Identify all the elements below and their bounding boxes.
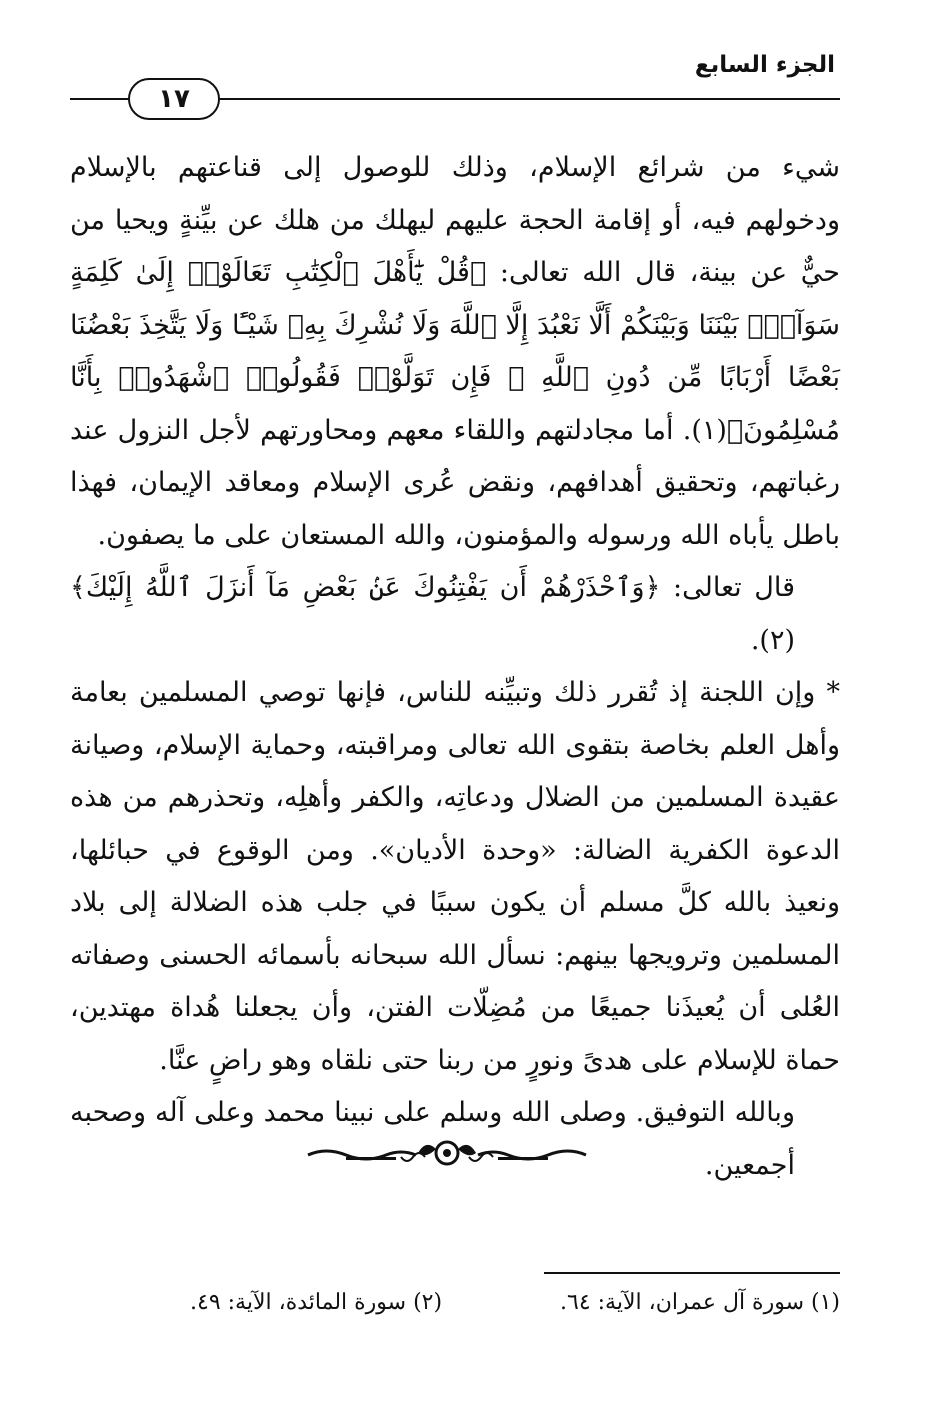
decorative-ornament bbox=[306, 1135, 588, 1171]
paragraph-2-verse: قال تعالى: ﴿وَٱحْذَرْهُمْ أَن يَفْتِنُوكَ عَنۢ بَعْضِ مَآ أَنزَلَ ٱللَّهُ إِلَيْكَ﴾(٢). bbox=[70, 572, 795, 656]
paragraph-1: شيء من شرائع الإسلام، وذلك للوصول إلى قناعتهم بالإسلام ودخولهم فيه، أو إقامة الحجة عليهم ليهلك من هلك عن بيِّنةٍ ويحيا من حيٌّ عن بينة، قال الله تعالى: ﴿قُلْ يَٰٓأَهْلَ ٱلْكِتَٰبِ تَعَالَوْا۟ إِلَىٰ كَلِمَةٍ سَوَآءٍۭ بَيْنَنَا وَبَيْنَكُمْ أَلَّا نَعْبُدَ إِلَّا ٱللَّهَ وَلَا نُشْرِكَ بِهِۦ شَيْـًٔا وَلَا يَتَّخِذَ بَعْضُنَا بَعْضًا أَرْبَابًا مِّن دُونِ ٱللَّهِ ۚ فَإِن تَوَلَّوْا۟ فَقُولُوا۟ ٱشْهَدُوا۟ بِأَنَّا مُسْلِمُونَ﴾(١). أما مجادلتهم واللقاء معهم ومحاورتهم لأجل النزول عند رغباتهم، وتحقيق أهدافهم، ونقض عُرى الإسلام ومعاقد الإيمان، فهذا باطل يأباه الله ورسوله والمؤمنون، والله المستعان على ما يصفون. bbox=[70, 152, 840, 551]
footnote-rule bbox=[544, 1272, 840, 1274]
page-header-title: الجزء السابع bbox=[694, 52, 835, 78]
paragraph-3: * وإن اللجنة إذ تُقرر ذلك وتبيِّنه للناس، فإنها توصي المسلمين بعامة وأهل العلم بخاصة بتقوى الله تعالى ومراقبته، وحماية الإسلام، وصيانة عقيدة المسلمين من الضلال ودعاتِه، والكفر وأهلِه، وتحذرهم من هذه الدعوة الكفرية الضالة: «وحدة الأديان». ومن الوقوع في حبائلها، ونعيذ بالله كلَّ مسلم أن يكون سببًا في جلب هذه الضلالة إلى بلاد المسلمين وترويجها بينهم: نسأل الله سبحانه بأسمائه الحسنى وصفاته العُلى أن يُعيذَنا جميعًا من مُضِلّات الفتن، وأن يجعلنا هُداة مهتدين، حماة للإسلام على هدىً ونورٍ من ربنا حتى نلقاه وهو راضٍ عنَّا. bbox=[70, 677, 840, 1076]
footnote-2: (٢) سورة المائدة، الآية: ٤٩. bbox=[190, 1290, 443, 1315]
footnotes bbox=[190, 1290, 840, 1315]
footnote-1: (١) سورة آل عمران، الآية: ٦٤. bbox=[560, 1290, 840, 1315]
main-text bbox=[70, 142, 840, 1192]
page-number-badge: ١٧ bbox=[128, 78, 220, 120]
paragraph-4-closing: وبالله التوفيق. وصلى الله وسلم على نبينا محمد وعلى آله وصحبه أجمعين. bbox=[70, 1097, 795, 1181]
